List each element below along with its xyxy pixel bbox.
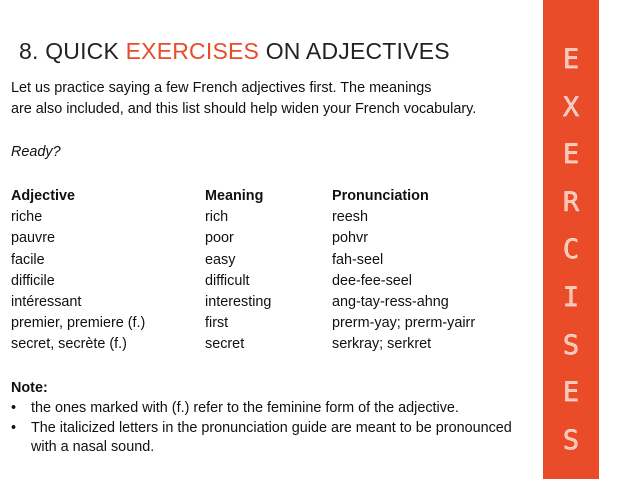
table-row: [11, 207, 542, 228]
bullet-symbol: •: [11, 400, 17, 416]
cell-meaning: poor: [205, 230, 234, 247]
header-pronunciation: Pronunciation: [332, 188, 429, 204]
title-suffix: ON ADJECTIVES: [265, 38, 450, 64]
cell-meaning: rich: [205, 209, 229, 226]
note-title: Note:: [11, 380, 48, 396]
cell-adjective: pauvre: [11, 230, 56, 247]
cell-adjective: difficile: [11, 272, 55, 289]
table-row: [11, 271, 542, 292]
side-letter: I: [562, 281, 580, 313]
cell-meaning: first: [205, 315, 229, 332]
cell-pronunciation: serkray; serkret: [332, 336, 432, 353]
cell-pronunciation: pohvr: [332, 230, 368, 247]
cell-meaning: difficult: [205, 272, 250, 289]
note-section: [11, 378, 541, 458]
vocabulary-header-row: [11, 186, 542, 207]
ready-prompt: Ready?: [11, 144, 61, 160]
cell-pronunciation: fah-seel: [332, 251, 384, 268]
cell-meaning: easy: [205, 251, 236, 268]
note-bullet-text: The italicized letters in the pronunciation guide are meant to be pronounced with a nasal sound.: [31, 420, 512, 455]
slide-title: [19, 38, 450, 65]
side-letter: R: [562, 186, 580, 218]
cell-adjective: secret, secrète (f.): [11, 336, 127, 353]
cell-pronunciation: reesh: [332, 209, 368, 226]
table-row: [11, 334, 542, 355]
header-adjective: Adjective: [11, 188, 75, 204]
note-bullet-text: the ones marked with (f.) refer to the feminine form of the adjective.: [31, 400, 459, 416]
cell-adjective: premier, premiere (f.): [11, 315, 146, 332]
title-prefix: QUICK: [45, 38, 120, 64]
side-letter: S: [562, 424, 580, 456]
exercises-side-band: [543, 0, 599, 479]
intro-line-2: are also included, and this list should help widen your French vocabulary.: [11, 101, 477, 117]
header-meaning: Meaning: [205, 188, 264, 204]
note-bullet: [11, 419, 541, 457]
cell-adjective: facile: [11, 251, 45, 268]
vocabulary-table: [11, 186, 542, 356]
side-letter: C: [562, 234, 580, 266]
cell-pronunciation: prerm-yay; prerm-yairr: [332, 315, 476, 332]
side-letter: X: [562, 91, 580, 123]
table-row: [11, 228, 542, 249]
cell-pronunciation: ang-tay-ress-ahng: [332, 293, 449, 310]
title-accent: EXERCISES: [125, 38, 260, 64]
table-row: [11, 250, 542, 271]
title-number: 8.: [19, 38, 39, 64]
intro-paragraph: [11, 78, 539, 120]
side-letter: E: [562, 44, 580, 75]
cell-meaning: secret: [205, 336, 245, 353]
intro-line-1: Let us practice saying a few French adjectives first. The meanings: [11, 80, 432, 96]
bullet-symbol: •: [11, 420, 17, 436]
note-bullet: [11, 399, 541, 418]
side-letter: S: [562, 329, 580, 361]
table-row: [11, 313, 542, 334]
cell-pronunciation: dee-fee-seel: [332, 272, 412, 289]
side-letter: E: [562, 139, 580, 171]
cell-adjective: riche: [11, 209, 43, 226]
cell-adjective: intéressant: [11, 293, 82, 310]
side-band-letters: [543, 43, 599, 471]
table-row: [11, 292, 542, 313]
side-letter: E: [562, 377, 580, 409]
cell-meaning: interesting: [205, 293, 272, 310]
